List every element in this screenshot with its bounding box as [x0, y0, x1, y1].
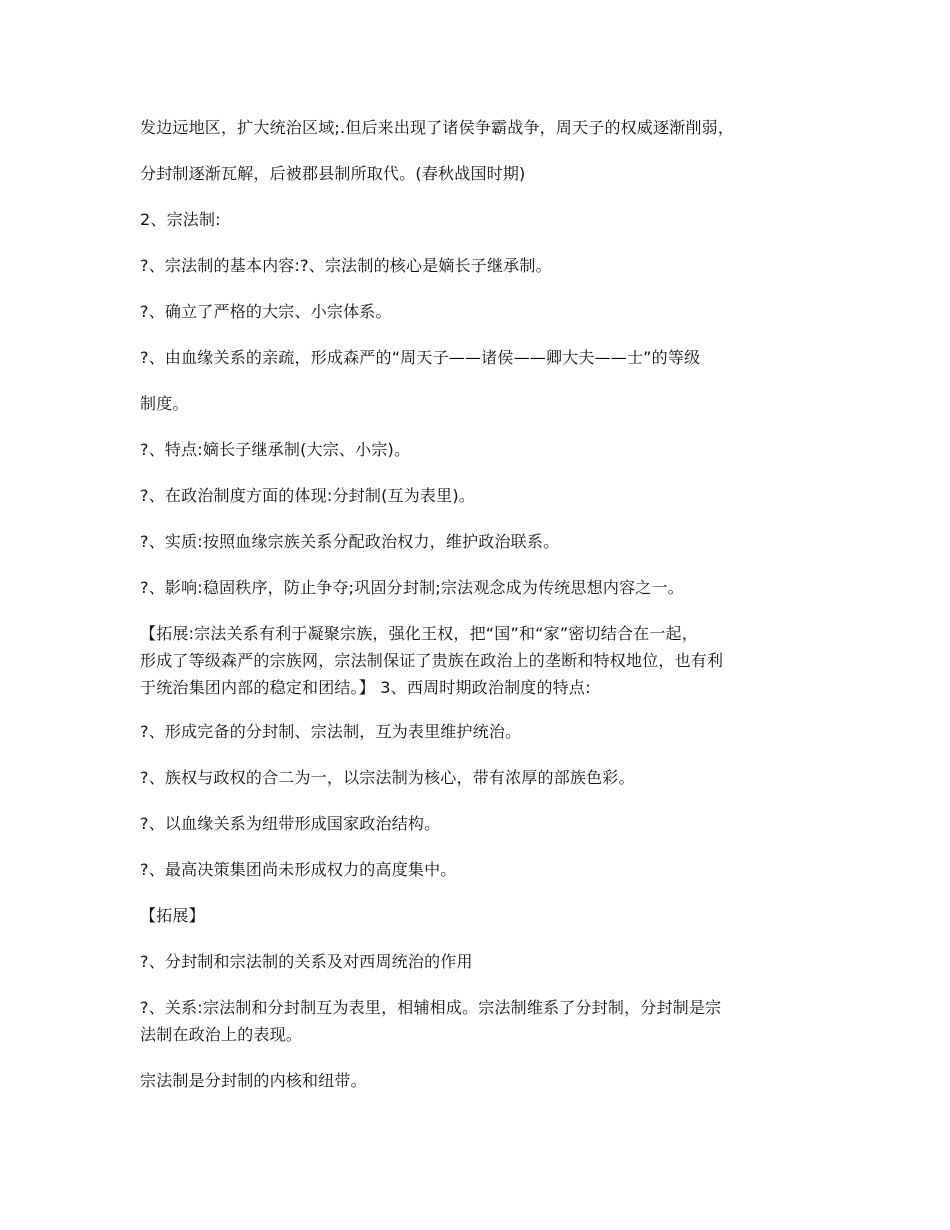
section-heading: 【拓展】 [140, 906, 205, 925]
text-line: 【拓展:宗法关系有利于凝聚宗族，强化王权，把“国”和“家”密切结合在一起， [140, 624, 698, 643]
text-line: ?、形成完备的分封制、宗法制，互为表里维护统治。 [140, 722, 522, 741]
text-line: ?、实质:按照血缘宗族关系分配政治权力，维护政治联系。 [140, 532, 560, 551]
text-line: ?、确立了严格的大宗、小宗体系。 [140, 302, 392, 321]
text-line: ?、关系:宗法制和分封制互为表里，相辅相成。宗法制维系了分封制，分封制是宗 [140, 998, 722, 1017]
text-line: 分封制逐渐瓦解，后被郡县制所取代。(春秋战国时期) [140, 164, 526, 183]
text-line: 法制在政治上的表现。 [140, 1025, 303, 1044]
text-line: ?、特点:嫡长子继承制(大宗、小宗)。 [140, 440, 411, 459]
text-line: 发边远地区，扩大统治区域;.但后来出现了诸侯争霸战争，周天子的权威逐渐削弱， [140, 118, 735, 137]
text-line: ?、在政治制度方面的体现:分封制(互为表里)。 [140, 486, 475, 505]
text-line: 制度。 [140, 394, 189, 413]
text-line: ?、族权与政权的合二为一，以宗法制为核心，带有浓厚的部族色彩。 [140, 768, 635, 787]
text-line: ?、由血缘关系的亲疏，形成森严的“周天子——诸侯——卿大夫——士”的等级 [140, 348, 701, 367]
text-line: ?、以血缘关系为纽带形成国家政治结构。 [140, 814, 441, 833]
text-line: ?、分封制和宗法制的关系及对西周统治的作用 [140, 952, 473, 971]
text-line: 形成了等级森严的宗族网，宗法制保证了贵族在政治上的垄断和特权地位，也有利 [140, 651, 724, 670]
section-heading: 2、宗法制: [140, 210, 221, 229]
text-line: 于统治集团内部的稳定和团结。】 3、西周时期政治制度的特点: [140, 678, 591, 697]
text-line: 宗法制是分封制的内核和纽带。 [140, 1071, 367, 1090]
text-line: ?、最高决策集团尚未形成权力的高度集中。 [140, 860, 457, 879]
text-line: ?、影响:稳固秩序，防止争夺;巩固分封制;宗法观念成为传统思想内容之一。 [140, 578, 684, 597]
text-line: ?、宗法制的基本内容:?、宗法制的核心是嫡长子继承制。 [140, 256, 552, 275]
